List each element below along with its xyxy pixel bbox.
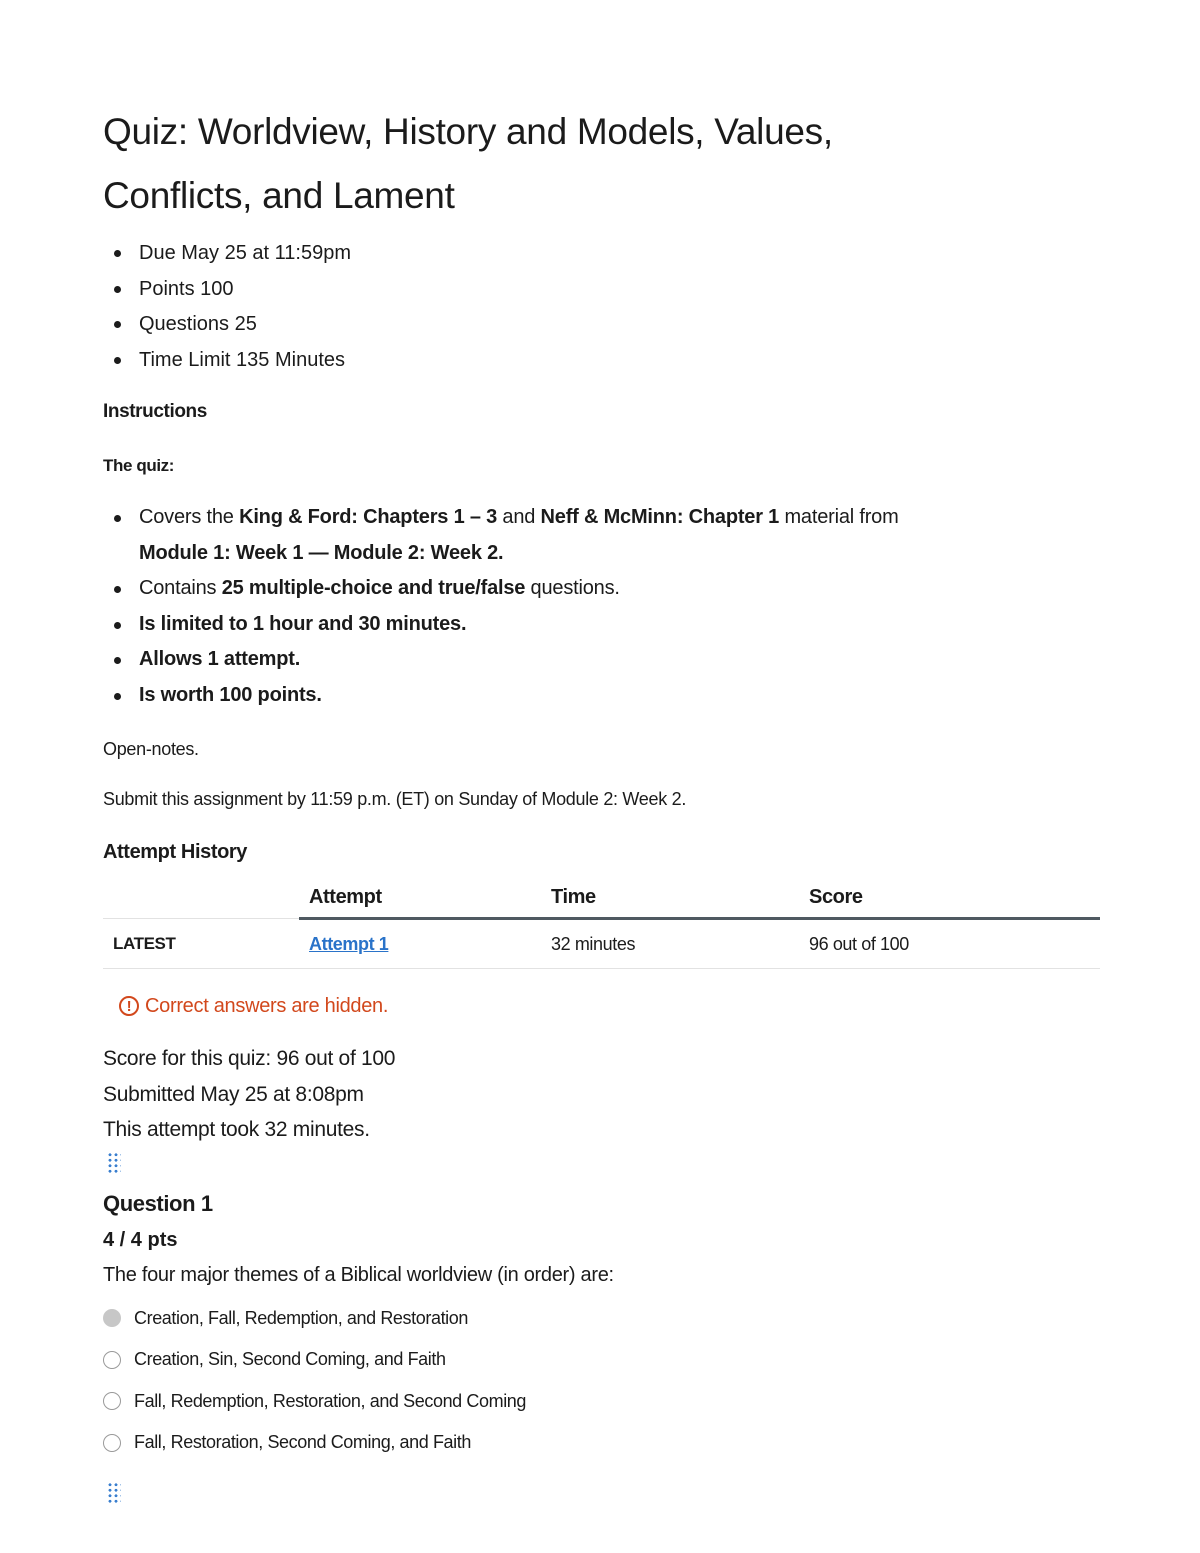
instructions-list — [103, 500, 1103, 713]
quiz-score: Score for this quiz: 96 out of 100 — [103, 1047, 396, 1070]
attempt-cell — [299, 919, 541, 969]
covers-bold-1: King & Ford: Chapters 1 – 3 — [239, 506, 498, 528]
answer-label: Fall, Restoration, Second Coming, and Faith — [134, 1432, 471, 1453]
covers-bold-3: Module 1: Week 1 — Module 2: Week 2. — [139, 541, 504, 564]
page-title — [103, 100, 1103, 228]
attempt-history-title: Attempt History — [103, 841, 248, 863]
limited-text: Is limited to 1 hour and 30 minutes. — [139, 612, 467, 635]
open-notes-text: Open-notes. — [103, 739, 199, 759]
question-points: 4 / 4 pts — [103, 1228, 178, 1251]
page-title-line-2: Conflicts, and Lament — [103, 175, 455, 216]
answer-option[interactable] — [103, 1422, 1103, 1464]
covers-text-3: material from — [779, 506, 899, 528]
time-cell: 32 minutes — [541, 919, 799, 969]
contains-text-1: Contains — [139, 577, 222, 599]
question-title: Question 1 — [103, 1190, 213, 1216]
answer-option[interactable] — [103, 1298, 1103, 1340]
contains-bold: 25 multiple-choice and true/false — [221, 577, 526, 599]
limited-item — [139, 607, 1103, 643]
time-limit: Time Limit 135 Minutes — [139, 343, 1103, 379]
quiz-page — [103, 100, 1103, 1504]
attempt-history-header-row — [103, 877, 1100, 919]
worth-item — [139, 678, 1103, 714]
attempt-1-link[interactable]: Attempt 1 — [309, 933, 389, 954]
header-time: Time — [541, 877, 799, 919]
question-text: The four major themes of a Biblical worldview (in order) are: — [103, 1263, 614, 1286]
worth-text: Is worth 100 points. — [139, 683, 322, 706]
radio-icon[interactable] — [103, 1392, 121, 1410]
latest-label: LATEST — [103, 919, 299, 969]
answer-label: Fall, Redemption, Restoration, and Second Coming — [134, 1390, 527, 1411]
header-blank — [103, 877, 299, 919]
answer-option[interactable] — [103, 1381, 1103, 1423]
submitted-time: Submitted May 25 at 8:08pm — [103, 1082, 364, 1106]
radio-icon[interactable] — [103, 1434, 121, 1452]
question-count: Questions 25 — [139, 307, 1103, 343]
covers-bold-2: Neff & McMinn: Chapter 1 — [540, 506, 780, 528]
page-title-line-1: Quiz: Worldview, History and Models, Values, — [103, 111, 833, 152]
drag-handle-icon[interactable] — [107, 1152, 121, 1174]
answers-hidden-notice — [119, 991, 1103, 1021]
answer-label: Creation, Sin, Second Coming, and Faith — [134, 1349, 446, 1370]
contains-item — [139, 571, 1103, 607]
covers-text-2: and — [497, 506, 541, 528]
covers-item — [139, 500, 1103, 571]
quiz-meta-list — [103, 236, 1103, 378]
warning-icon: ! — [119, 996, 139, 1016]
table-row — [103, 919, 1100, 969]
header-score: Score — [799, 877, 1100, 919]
radio-selected-icon[interactable] — [103, 1309, 121, 1327]
answer-option[interactable] — [103, 1339, 1103, 1381]
drag-handle-icon[interactable] — [107, 1482, 121, 1504]
contains-text-2: questions. — [525, 577, 620, 599]
answer-list — [103, 1298, 1103, 1464]
quiz-result — [103, 1041, 1103, 1148]
answer-label: Creation, Fall, Redemption, and Restoration — [134, 1307, 468, 1328]
submit-deadline-text: Submit this assignment by 11:59 p.m. (ET) on Sunday of Module 2: Week 2. — [103, 789, 687, 809]
allows-text: Allows 1 attempt. — [139, 648, 301, 670]
instructions-heading: Instructions — [103, 401, 207, 422]
allows-item — [139, 642, 1103, 678]
points: Points 100 — [139, 272, 1103, 308]
attempt-history-table — [103, 877, 1100, 969]
due-date: Due May 25 at 11:59pm — [139, 236, 1103, 272]
header-attempt: Attempt — [299, 877, 541, 919]
score-cell: 96 out of 100 — [799, 919, 1100, 969]
attempt-duration: This attempt took 32 minutes. — [103, 1118, 370, 1141]
answers-hidden-text: Correct answers are hidden. — [145, 995, 389, 1017]
radio-icon[interactable] — [103, 1351, 121, 1369]
quiz-label: The quiz: — [103, 456, 174, 475]
covers-text-1: Covers the — [139, 506, 240, 528]
